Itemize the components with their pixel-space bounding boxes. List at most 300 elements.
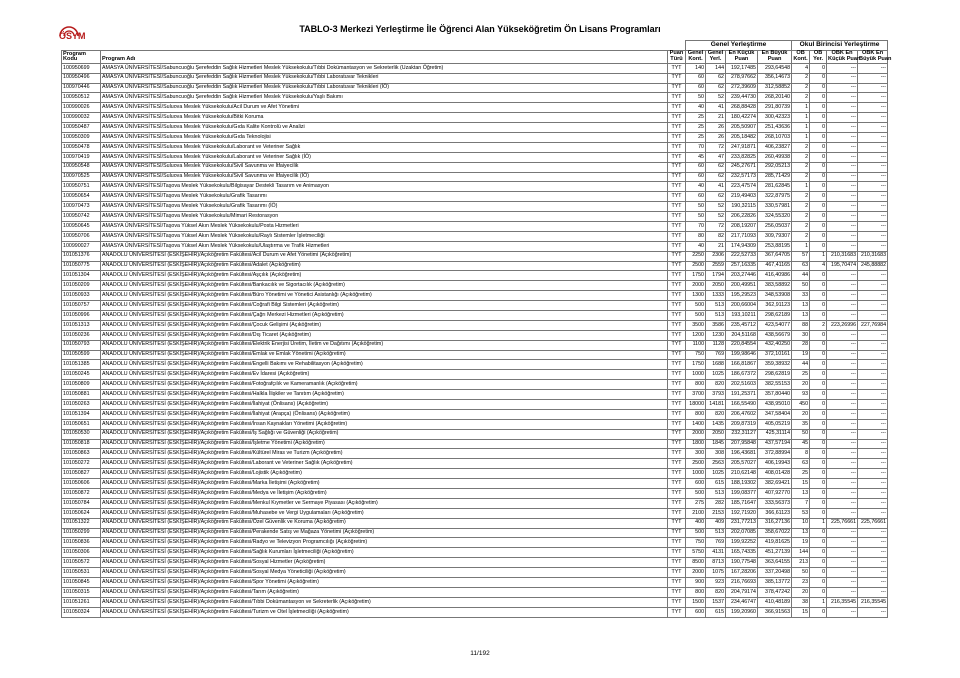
cell-program-adi: ANADOLU ÜNİVERSİTESİ (ESKİŞEHİR)/Açıköğretim Fakültesi/Sosyal Hizmetler (Açıköğretim) <box>101 558 668 568</box>
cell-program-adi: ANADOLU ÜNİVERSİTESİ (ESKİŞEHİR)/Açıköğretim Fakültesi/Medya ve İletişim (Açıköğretim) <box>101 489 668 499</box>
cell-program-adi: AMASYA ÜNİVERSİTESİ/Suluova Meslek Yüksekokulu/Acil Durum ve Afet Yönetimi <box>101 103 668 113</box>
cell-obk-en-buyuk: --- <box>858 212 888 222</box>
cell-en-kucuk-puan: 202,07085 <box>726 528 758 538</box>
cell-en-buyuk-puan: 292,05213 <box>758 162 792 172</box>
cell-obk-en-buyuk: 245,88882 <box>858 261 888 271</box>
cell-ob-yer: 0 <box>810 390 827 400</box>
cell-ob-yer: 0 <box>810 508 827 518</box>
cell-ob-kont: 13 <box>792 301 810 311</box>
cell-genel-yerl: 1075 <box>706 568 726 578</box>
cell-obk-en-kucuk: --- <box>827 162 858 172</box>
cell-program-kodu: 100990026 <box>62 103 101 113</box>
table-row <box>62 241 888 251</box>
cell-obk-en-kucuk: --- <box>827 83 858 93</box>
cell-ob-yer: 0 <box>810 192 827 202</box>
cell-ob-yer: 0 <box>810 142 827 152</box>
cell-en-kucuk-puan: 205,57027 <box>726 459 758 469</box>
cell-obk-en-buyuk: --- <box>858 340 888 350</box>
cell-obk-en-kucuk: --- <box>827 607 858 617</box>
cell-program-adi: ANADOLU ÜNİVERSİTESİ (ESKİŞEHİR)/Açıköğretim Fakültesi/İnsan Kaynakları Yönetimi (Açıköğretim) <box>101 419 668 429</box>
cell-program-adi: ANADOLU ÜNİVERSİTESİ (ESKİŞEHİR)/Açıköğretim Fakültesi/Turizm ve Otel İşletmeciliği (Açıköğretim) <box>101 607 668 617</box>
cell-ob-yer: 0 <box>810 380 827 390</box>
cell-genel-yerl: 3586 <box>706 320 726 330</box>
cell-en-kucuk-puan: 200,66004 <box>726 301 758 311</box>
cell-en-buyuk-puan: 322,87975 <box>758 192 792 202</box>
table-row <box>62 221 888 231</box>
cell-program-adi: ANADOLU ÜNİVERSİTESİ (ESKİŞEHİR)/Açıköğretim Fakültesi/Engelli Bakımı ve Rehabilitasyon (Açıköğretim) <box>101 360 668 370</box>
cell-genel-yerl: 8713 <box>706 558 726 568</box>
cell-genel-kont: 60 <box>686 83 706 93</box>
cell-obk-en-buyuk: --- <box>858 360 888 370</box>
cell-puan-turu: TYT <box>668 231 686 241</box>
cell-program-kodu: 100950699 <box>62 63 101 73</box>
cell-genel-yerl: 4131 <box>706 548 726 558</box>
cell-obk-en-buyuk: --- <box>858 380 888 390</box>
cell-program-adi: ANADOLU ÜNİVERSİTESİ (ESKİŞEHİR)/Açıköğretim Fakültesi/Tarım (Açıköğretim) <box>101 587 668 597</box>
cell-en-kucuk-puan: 192,71920 <box>726 508 758 518</box>
cell-genel-yerl: 1128 <box>706 340 726 350</box>
cell-program-adi: ANADOLU ÜNİVERSİTESİ (ESKİŞEHİR)/Açıköğretim Fakültesi/Ev İdaresi (Açıköğretim) <box>101 370 668 380</box>
cell-ob-yer: 1 <box>810 251 827 261</box>
cell-puan-turu: TYT <box>668 538 686 548</box>
cell-ob-yer: 0 <box>810 568 827 578</box>
cell-en-buyuk-puan: 330,57981 <box>758 202 792 212</box>
cell-ob-kont: 7 <box>792 498 810 508</box>
cell-en-kucuk-puan: 205,50907 <box>726 123 758 133</box>
cell-en-kucuk-puan: 199,92252 <box>726 538 758 548</box>
cell-obk-en-kucuk: 216,35545 <box>827 597 858 607</box>
cell-en-kucuk-puan: 202,51603 <box>726 380 758 390</box>
cell-en-buyuk-puan: 357,80440 <box>758 390 792 400</box>
cell-obk-en-kucuk: --- <box>827 231 858 241</box>
cell-genel-yerl: 47 <box>706 152 726 162</box>
cell-genel-yerl: 144 <box>706 63 726 73</box>
cell-genel-kont: 500 <box>686 528 706 538</box>
cell-en-kucuk-puan: 204,51168 <box>726 330 758 340</box>
cell-en-buyuk-puan: 251,43636 <box>758 123 792 133</box>
cell-ob-yer: 0 <box>810 459 827 469</box>
cell-puan-turu: TYT <box>668 320 686 330</box>
cell-ob-kont: 213 <box>792 558 810 568</box>
cell-en-kucuk-puan: 207,95848 <box>726 439 758 449</box>
cell-en-buyuk-puan: 358,67022 <box>758 528 792 538</box>
cell-program-kodu: 101050324 <box>62 607 101 617</box>
cell-en-buyuk-puan: 281,62845 <box>758 182 792 192</box>
cell-en-kucuk-puan: 278,97662 <box>726 73 758 83</box>
cell-obk-en-buyuk: 210,31683 <box>858 251 888 261</box>
cell-program-kodu: 100970473 <box>62 202 101 212</box>
cell-obk-en-kucuk: --- <box>827 132 858 142</box>
cell-genel-yerl: 52 <box>706 212 726 222</box>
cell-genel-kont: 45 <box>686 152 706 162</box>
table-row <box>62 162 888 172</box>
cell-genel-yerl: 21 <box>706 113 726 123</box>
cell-puan-turu: TYT <box>668 202 686 212</box>
cell-ob-kont: 25 <box>792 370 810 380</box>
cell-genel-kont: 50 <box>686 202 706 212</box>
cell-obk-en-buyuk: --- <box>858 400 888 410</box>
cell-genel-kont: 1200 <box>686 330 706 340</box>
cell-en-buyuk-puan: 291,80739 <box>758 103 792 113</box>
cell-genel-kont: 900 <box>686 578 706 588</box>
cell-en-kucuk-puan: 232,57173 <box>726 172 758 182</box>
cell-program-adi: AMASYA ÜNİVERSİTESİ/Taşova Yüksel Akın Meslek Yüksekokulu/Raylı Sistemler İşletmeciliği <box>101 231 668 241</box>
cell-genel-yerl: 62 <box>706 192 726 202</box>
cell-genel-yerl: 14181 <box>706 400 726 410</box>
cell-en-buyuk-puan: 438,56679 <box>758 330 792 340</box>
cell-ob-kont: 63 <box>792 261 810 271</box>
cell-program-adi: ANADOLU ÜNİVERSİTESİ (ESKİŞEHİR)/Açıköğretim Fakültesi/Sosyal Medya Yöneticiliği (Açıköğretim) <box>101 568 668 578</box>
col-header-kod: Program Kodu <box>62 51 101 64</box>
cell-obk-en-kucuk: 210,31683 <box>827 251 858 261</box>
cell-en-kucuk-puan: 247,91871 <box>726 142 758 152</box>
cell-genel-kont: 2000 <box>686 281 706 291</box>
cell-obk-en-buyuk: --- <box>858 479 888 489</box>
cell-ob-yer: 0 <box>810 449 827 459</box>
table-row <box>62 498 888 508</box>
cell-genel-yerl: 21 <box>706 241 726 251</box>
cell-obk-en-kucuk: --- <box>827 142 858 152</box>
table-row <box>62 212 888 222</box>
cell-obk-en-buyuk: --- <box>858 162 888 172</box>
cell-genel-kont: 40 <box>686 103 706 113</box>
cell-genel-yerl: 615 <box>706 607 726 617</box>
cell-en-buyuk-puan: 363,64155 <box>758 558 792 568</box>
cell-obk-en-buyuk: --- <box>858 498 888 508</box>
cell-ob-yer: 0 <box>810 578 827 588</box>
cell-ob-yer: 0 <box>810 93 827 103</box>
cell-genel-yerl: 72 <box>706 142 726 152</box>
cell-genel-kont: 3500 <box>686 320 706 330</box>
cell-genel-yerl: 282 <box>706 498 726 508</box>
cell-puan-turu: TYT <box>668 419 686 429</box>
cell-obk-en-buyuk: --- <box>858 409 888 419</box>
cell-genel-yerl: 615 <box>706 479 726 489</box>
table-row <box>62 330 888 340</box>
cell-program-adi: AMASYA ÜNİVERSİTESİ/Suluova Meslek Yüksekokulu/Sivil Savunma ve İtfaiyecilik (İÖ) <box>101 172 668 182</box>
cell-program-adi: ANADOLU ÜNİVERSİTESİ (ESKİŞEHİR)/Açıköğretim Fakültesi/Acil Durum ve Afet Yönetimi (Açıköğretim) <box>101 251 668 261</box>
cell-en-buyuk-puan: 285,71429 <box>758 172 792 182</box>
cell-en-buyuk-puan: 333,56373 <box>758 498 792 508</box>
cell-program-adi: ANADOLU ÜNİVERSİTESİ (ESKİŞEHİR)/Açıköğretim Fakültesi/Perakende Satış ve Mağaza Yönetimi (Açıköğretim) <box>101 528 668 538</box>
cell-puan-turu: TYT <box>668 172 686 182</box>
cell-ob-yer: 0 <box>810 221 827 231</box>
cell-program-adi: AMASYA ÜNİVERSİTESİ/Sabuncuoğlu Şerefeddin Sağlık Hizmetleri Meslek Yüksekokulu/Yaşlı Bakımı <box>101 93 668 103</box>
cell-ob-yer: 0 <box>810 479 827 489</box>
cell-obk-en-buyuk: --- <box>858 390 888 400</box>
cell-obk-en-buyuk: --- <box>858 123 888 133</box>
cell-puan-turu: TYT <box>668 400 686 410</box>
cell-genel-yerl: 82 <box>706 231 726 241</box>
cell-ob-yer: 0 <box>810 370 827 380</box>
cell-en-buyuk-puan: 382,69421 <box>758 479 792 489</box>
cell-genel-yerl: 52 <box>706 93 726 103</box>
cell-obk-en-kucuk: --- <box>827 73 858 83</box>
cell-puan-turu: TYT <box>668 489 686 499</box>
cell-en-kucuk-puan: 166,81867 <box>726 360 758 370</box>
cell-genel-kont: 1000 <box>686 469 706 479</box>
cell-puan-turu: TYT <box>668 221 686 231</box>
page-number: 11/192 <box>470 650 490 657</box>
cell-puan-turu: TYT <box>668 607 686 617</box>
cell-puan-turu: TYT <box>668 479 686 489</box>
cell-program-adi: ANADOLU ÜNİVERSİTESİ (ESKİŞEHİR)/Açıköğretim Fakültesi/Fotoğrafçılık ve Kameramanlık (Açıköğretim) <box>101 380 668 390</box>
cell-obk-en-kucuk: 195,70474 <box>827 261 858 271</box>
cell-genel-kont: 60 <box>686 73 706 83</box>
cell-obk-en-kucuk: --- <box>827 281 858 291</box>
cell-en-kucuk-puan: 204,79174 <box>726 587 758 597</box>
cell-puan-turu: TYT <box>668 251 686 261</box>
cell-puan-turu: TYT <box>668 429 686 439</box>
cell-obk-en-kucuk: --- <box>827 498 858 508</box>
cell-ob-kont: 450 <box>792 400 810 410</box>
cell-ob-yer: 0 <box>810 330 827 340</box>
cell-ob-kont: 2 <box>792 73 810 83</box>
cell-ob-yer: 0 <box>810 409 827 419</box>
cell-program-kodu: 100990027 <box>62 241 101 251</box>
cell-en-buyuk-puan: 405,05219 <box>758 419 792 429</box>
table-row <box>62 409 888 419</box>
cell-puan-turu: TYT <box>668 132 686 142</box>
cell-obk-en-buyuk: --- <box>858 73 888 83</box>
cell-en-kucuk-puan: 199,08377 <box>726 489 758 499</box>
cell-obk-en-buyuk: --- <box>858 202 888 212</box>
cell-en-buyuk-puan: 437,57194 <box>758 439 792 449</box>
table-row <box>62 251 888 261</box>
cell-ob-kont: 25 <box>792 469 810 479</box>
cell-puan-turu: TYT <box>668 162 686 172</box>
cell-program-kodu: 101050784 <box>62 498 101 508</box>
cell-program-kodu: 101050996 <box>62 310 101 320</box>
cell-genel-yerl: 1230 <box>706 330 726 340</box>
cell-program-kodu: 100990032 <box>62 113 101 123</box>
cell-ob-kont: 10 <box>792 518 810 528</box>
cell-obk-en-kucuk: --- <box>827 360 858 370</box>
cell-en-buyuk-puan: 372,10161 <box>758 350 792 360</box>
cell-genel-yerl: 62 <box>706 73 726 83</box>
cell-en-kucuk-puan: 205,18482 <box>726 132 758 142</box>
cell-en-buyuk-puan: 408,01428 <box>758 469 792 479</box>
cell-en-kucuk-puan: 203,27446 <box>726 271 758 281</box>
cell-obk-en-kucuk: --- <box>827 508 858 518</box>
cell-ob-kont: 144 <box>792 548 810 558</box>
cell-obk-en-buyuk: --- <box>858 271 888 281</box>
col-header-en-kucuk: En Küçük Puan <box>726 51 758 64</box>
cell-program-kodu: 101050236 <box>62 330 101 340</box>
header-blank <box>62 41 686 51</box>
cell-genel-kont: 140 <box>686 63 706 73</box>
cell-en-kucuk-puan: 174,94309 <box>726 241 758 251</box>
cell-obk-en-kucuk: --- <box>827 301 858 311</box>
cell-genel-kont: 750 <box>686 538 706 548</box>
table-row <box>62 449 888 459</box>
cell-obk-en-buyuk: --- <box>858 370 888 380</box>
cell-ob-kont: 45 <box>792 439 810 449</box>
cell-program-adi: ANADOLU ÜNİVERSİTESİ (ESKİŞEHİR)/Açıköğretim Fakültesi/Radyo ve Televizyon Programcılığı (Açıköğretim) <box>101 538 668 548</box>
program-table <box>61 40 892 618</box>
table-row <box>62 350 888 360</box>
cell-ob-yer: 0 <box>810 439 827 449</box>
cell-en-kucuk-puan: 206,47602 <box>726 409 758 419</box>
cell-genel-kont: 70 <box>686 221 706 231</box>
table-row <box>62 142 888 152</box>
cell-program-adi: ANADOLU ÜNİVERSİTESİ (ESKİŞEHİR)/Açıköğretim Fakültesi/Halkla İlişkiler ve Tanıtım (Açıköğretim) <box>101 390 668 400</box>
cell-genel-kont: 18000 <box>686 400 706 410</box>
cell-program-adi: ANADOLU ÜNİVERSİTESİ (ESKİŞEHİR)/Açıköğretim Fakültesi/Emlak ve Emlak Yönetimi (Açıköğretim) <box>101 350 668 360</box>
cell-genel-kont: 70 <box>686 142 706 152</box>
cell-ob-yer: 0 <box>810 350 827 360</box>
cell-genel-kont: 500 <box>686 489 706 499</box>
cell-obk-en-buyuk: --- <box>858 330 888 340</box>
cell-obk-en-kucuk: --- <box>827 439 858 449</box>
cell-program-kodu: 101051322 <box>62 518 101 528</box>
cell-ob-kont: 2 <box>792 162 810 172</box>
cell-program-kodu: 101051304 <box>62 271 101 281</box>
table-row <box>62 192 888 202</box>
table-row <box>62 113 888 123</box>
cell-en-kucuk-puan: 220,84554 <box>726 340 758 350</box>
cell-puan-turu: TYT <box>668 123 686 133</box>
table-row <box>62 152 888 162</box>
cell-program-adi: ANADOLU ÜNİVERSİTESİ (ESKİŞEHİR)/Açıköğretim Fakültesi/Coğrafi Bilgi Sistemleri (Açıköğretim) <box>101 301 668 311</box>
cell-genel-yerl: 41 <box>706 103 726 113</box>
cell-obk-en-kucuk: --- <box>827 172 858 182</box>
cell-puan-turu: TYT <box>668 360 686 370</box>
cell-puan-turu: TYT <box>668 93 686 103</box>
table-row <box>62 587 888 597</box>
table-row <box>62 538 888 548</box>
cell-ob-yer: 0 <box>810 271 827 281</box>
cell-program-kodu: 100950512 <box>62 93 101 103</box>
cell-ob-yer: 0 <box>810 419 827 429</box>
cell-en-kucuk-puan: 217,71093 <box>726 231 758 241</box>
cell-ob-kont: 30 <box>792 330 810 340</box>
cell-en-kucuk-puan: 180,42274 <box>726 113 758 123</box>
cell-en-buyuk-puan: 385,13772 <box>758 578 792 588</box>
cell-program-adi: AMASYA ÜNİVERSİTESİ/Sabuncuoğlu Şerefeddin Sağlık Hizmetleri Meslek Yüksekokulu/Tıbbi Dokümantasyon ve Sekreterlik (Uzaktan Öğretim) <box>101 63 668 73</box>
cell-ob-yer: 0 <box>810 202 827 212</box>
cell-program-adi: ANADOLU ÜNİVERSİTESİ (ESKİŞEHİR)/Açıköğretim Fakültesi/Elektrik Enerjisi Üretim, İletim ve Dağıtımı (Açıköğretim) <box>101 340 668 350</box>
cell-obk-en-kucuk: --- <box>827 400 858 410</box>
cell-puan-turu: TYT <box>668 261 686 271</box>
cell-en-kucuk-puan: 222,52733 <box>726 251 758 261</box>
cell-program-adi: AMASYA ÜNİVERSİTESİ/Sabuncuoğlu Şerefeddin Sağlık Hizmetleri Meslek Yüksekokulu/Tıbbi Laboratuvar Teknikleri <box>101 73 668 83</box>
cell-obk-en-kucuk: --- <box>827 479 858 489</box>
cell-program-adi: ANADOLU ÜNİVERSİTESİ (ESKİŞEHİR)/Açıköğretim Fakültesi/Muhasebe ve Vergi Uygulamaları (Açıköğretim) <box>101 508 668 518</box>
cell-ob-kont: 93 <box>792 390 810 400</box>
cell-genel-kont: 2000 <box>686 429 706 439</box>
cell-program-adi: AMASYA ÜNİVERSİTESİ/Taşova Yüksel Akın Meslek Yüksekokulu/Ulaştırma ve Trafik Hizmetleri <box>101 241 668 251</box>
cell-obk-en-kucuk: 225,76661 <box>827 518 858 528</box>
cell-ob-kont: 88 <box>792 320 810 330</box>
cell-genel-kont: 25 <box>686 132 706 142</box>
col-header-ad: Program Adı <box>101 51 668 64</box>
cell-en-buyuk-puan: 356,14673 <box>758 73 792 83</box>
cell-genel-yerl: 2306 <box>706 251 726 261</box>
cell-program-adi: ANADOLU ÜNİVERSİTESİ (ESKİŞEHİR)/Açıköğretim Fakültesi/Marka İletişimi (Açıköğretim) <box>101 479 668 489</box>
cell-ob-kont: 2 <box>792 93 810 103</box>
cell-program-kodu: 101050933 <box>62 291 101 301</box>
cell-genel-yerl: 2050 <box>706 429 726 439</box>
cell-en-kucuk-puan: 232,31127 <box>726 429 758 439</box>
cell-genel-kont: 2500 <box>686 261 706 271</box>
cell-ob-yer: 0 <box>810 162 827 172</box>
cell-en-buyuk-puan: 359,38932 <box>758 360 792 370</box>
table-row <box>62 390 888 400</box>
table-row <box>62 261 888 271</box>
program-table-wrap <box>61 40 892 618</box>
table-row <box>62 607 888 617</box>
cell-ob-yer: 0 <box>810 103 827 113</box>
cell-en-buyuk-puan: 406,23827 <box>758 142 792 152</box>
cell-en-kucuk-puan: 186,67372 <box>726 370 758 380</box>
cell-program-kodu: 101050209 <box>62 281 101 291</box>
cell-en-kucuk-puan: 233,82825 <box>726 152 758 162</box>
cell-ob-kont: 28 <box>792 340 810 350</box>
cell-program-kodu: 100970446 <box>62 83 101 93</box>
cell-obk-en-buyuk: --- <box>858 281 888 291</box>
cell-obk-en-buyuk: --- <box>858 429 888 439</box>
cell-en-buyuk-puan: 366,91563 <box>758 607 792 617</box>
cell-ob-kont: 23 <box>792 578 810 588</box>
cell-en-buyuk-puan: 425,31114 <box>758 429 792 439</box>
cell-obk-en-buyuk: --- <box>858 152 888 162</box>
cell-puan-turu: TYT <box>668 271 686 281</box>
col-header-ob-kont: OB Kont. <box>793 50 808 62</box>
cell-genel-yerl: 1025 <box>706 370 726 380</box>
cell-en-buyuk-puan: 383,58892 <box>758 281 792 291</box>
cell-en-buyuk-puan: 451,27139 <box>758 548 792 558</box>
cell-program-kodu: 100950478 <box>62 142 101 152</box>
cell-program-adi: ANADOLU ÜNİVERSİTESİ (ESKİŞEHİR)/Açıköğretim Fakültesi/Sağlık Kurumları İşletmeciliği (Açıköğretim) <box>101 548 668 558</box>
cell-program-adi: ANADOLU ÜNİVERSİTESİ (ESKİŞEHİR)/Açıköğretim Fakültesi/Özel Güvenlik ve Koruma (Açıköğretim) <box>101 518 668 528</box>
cell-ob-kont: 1 <box>792 123 810 133</box>
cell-obk-en-kucuk: --- <box>827 271 858 281</box>
cell-obk-en-kucuk: --- <box>827 123 858 133</box>
cell-ob-yer: 0 <box>810 152 827 162</box>
cell-genel-kont: 60 <box>686 162 706 172</box>
table-row <box>62 123 888 133</box>
cell-program-kodu: 100950548 <box>62 162 101 172</box>
cell-en-buyuk-puan: 337,20498 <box>758 568 792 578</box>
cell-obk-en-buyuk: --- <box>858 439 888 449</box>
cell-genel-kont: 500 <box>686 310 706 320</box>
table-row <box>62 459 888 469</box>
cell-puan-turu: TYT <box>668 528 686 538</box>
cell-genel-kont: 2000 <box>686 568 706 578</box>
cell-puan-turu: TYT <box>668 301 686 311</box>
cell-obk-en-kucuk: --- <box>827 459 858 469</box>
cell-en-kucuk-puan: 234,46747 <box>726 597 758 607</box>
cell-puan-turu: TYT <box>668 558 686 568</box>
cell-ob-kont: 1 <box>792 241 810 251</box>
cell-program-adi: AMASYA ÜNİVERSİTESİ/Taşova Meslek Yüksekokulu/Grafik Tasarımı (İÖ) <box>101 202 668 212</box>
cell-genel-yerl: 513 <box>706 310 726 320</box>
cell-program-adi: ANADOLU ÜNİVERSİTESİ (ESKİŞEHİR)/Açıköğretim Fakültesi/Spor Yönetimi (Açıköğretim) <box>101 578 668 588</box>
cell-en-kucuk-puan: 208,19207 <box>726 221 758 231</box>
cell-en-buyuk-puan: 432,40250 <box>758 340 792 350</box>
cell-obk-en-buyuk: --- <box>858 587 888 597</box>
cell-obk-en-kucuk: --- <box>827 548 858 558</box>
cell-program-kodu: 101050818 <box>62 439 101 449</box>
cell-ob-kont: 20 <box>792 380 810 390</box>
cell-ob-kont: 38 <box>792 597 810 607</box>
cell-obk-en-buyuk: --- <box>858 459 888 469</box>
cell-puan-turu: TYT <box>668 113 686 123</box>
table-row <box>62 83 888 93</box>
table-row <box>62 597 888 607</box>
cell-program-adi: ANADOLU ÜNİVERSİTESİ (ESKİŞEHİR)/Açıköğretim Fakültesi/Çağrı Merkezi Hizmetleri (Açıköğretim) <box>101 310 668 320</box>
